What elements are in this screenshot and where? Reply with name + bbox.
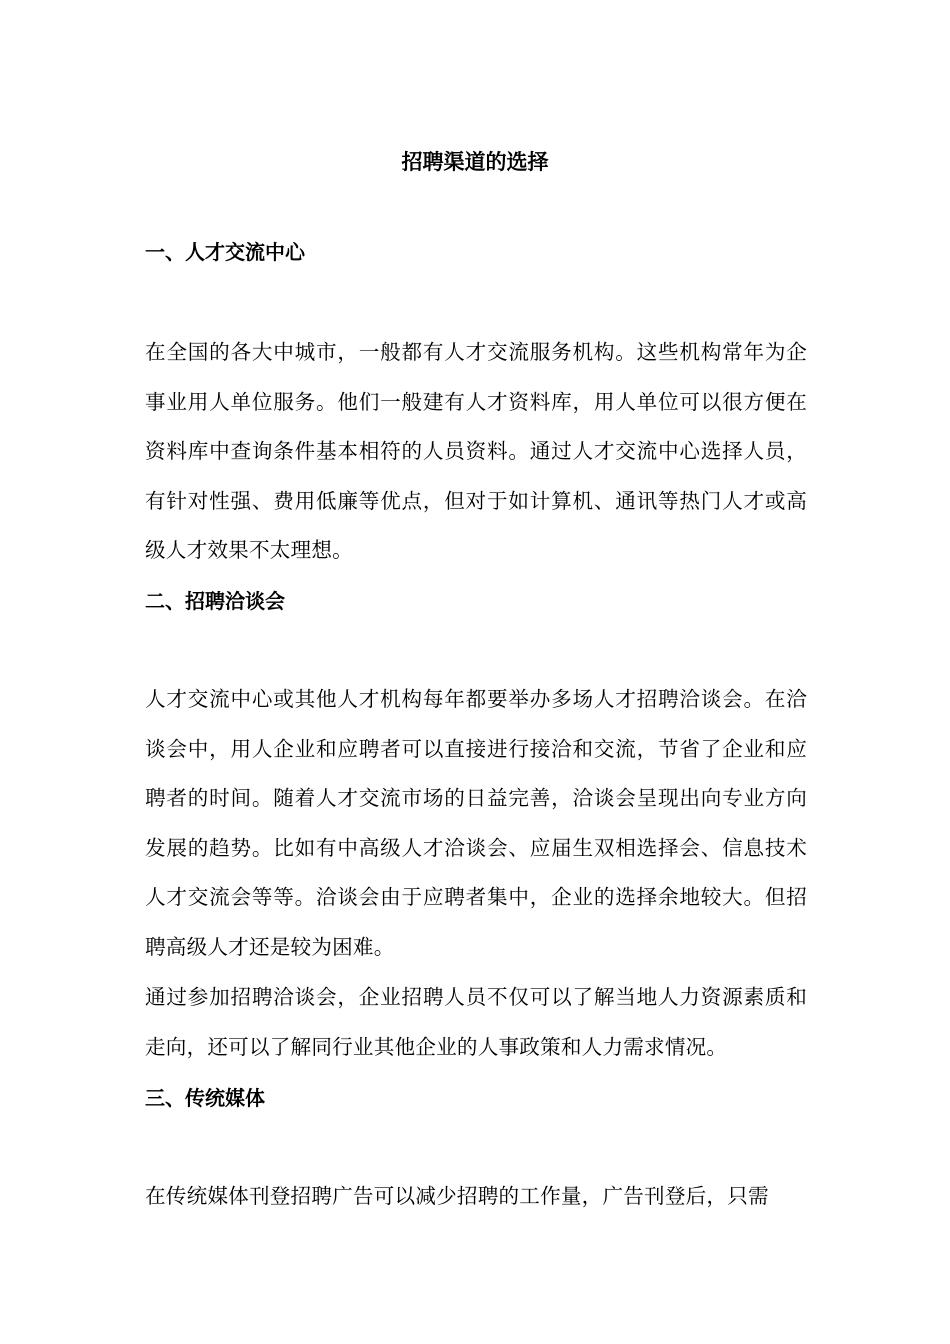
section-paragraph: 在全国的各大中城市，一般都有人才交流服务机构。这些机构常年为企事业用人单位服务。他们一般建有人才资料库，用人单位可以很方便在资料库中查询条件基本相符的人员资料。通过人才交流中心选择人员，有针对性强、费用低廉等优点，但对于如计算机、通讯等热门人才或高级人才效果不太理想。 (145, 340, 807, 562)
section-heading-traditional-media: 三、传统媒体 (145, 1086, 265, 1110)
section-heading-job-fair: 二、招聘洽谈会 (145, 589, 285, 613)
section-paragraph: 人才交流中心或其他人才机构每年都要举办多场人才招聘洽谈会。在洽谈会中，用人企业和应聘者可以直接进行接洽和交流，节省了企业和应聘者的时间。随着人才交流市场的日益完善，洽谈会呈现出向专业方向发展的趋势。比如有中高级人才洽谈会、应届生双相选择会、信息技术人才交流会等等。洽谈会由于应聘者集中，企业的选择余地较大。但招聘高级人才还是较为困难。 (145, 687, 807, 959)
section-paragraph: 通过参加招聘洽谈会，企业招聘人员不仅可以了解当地人力资源素质和走向，还可以了解同行业其他企业的人事政策和人力需求情况。 (145, 985, 807, 1059)
document-title: 招聘渠道的选择 (401, 150, 549, 174)
section-heading-talent-center: 一、人才交流中心 (145, 240, 305, 264)
section-paragraph: 在传统媒体刊登招聘广告可以减少招聘的工作量，广告刊登后，只需 (145, 1184, 769, 1208)
